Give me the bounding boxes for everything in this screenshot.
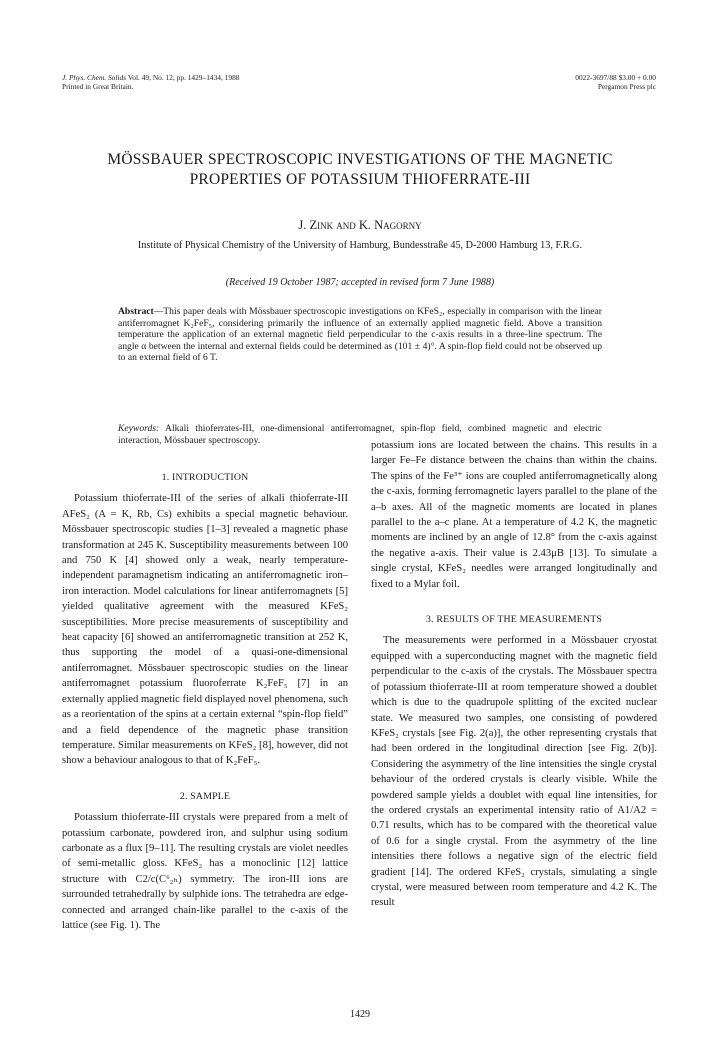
publisher: Pergamon Press plc xyxy=(597,82,656,91)
authors: J. Zink and K. Nagorny xyxy=(298,218,422,232)
paper-title: MÖSSBAUER SPECTROSCOPIC INVESTIGATIONS OF THE MAGNETIC PROPERTIES OF POTASSIUM THIOFERRATE-III xyxy=(107,151,613,188)
left-column xyxy=(62,470,348,933)
introduction-paragraph: Potassium thioferrate-III of the series of alkali thioferrate-III AFeS₂ (A = K, Rb, Cs) exhibits a special magnetic behaviour. Mössbauer spectroscopic studies [1–3] revealed a magnetic phase transformation at 245 K. Susceptibility measurements between 100 and 750 K [4] showed only a weak, nearly temperature-independent paramagnetism indicating an antiferromagnetic iron–iron interaction. Model calculations for linear antiferromagnets [5] yielded qualitative agreement with the measured KFeS₂ susceptibilities. More precise measurements of susceptibility and heat capacity [6] showed an antiferromagnetic transition at 252 K, thus supporting the model of a quasi-one-dimensional antiferromagnet. Mössbauer spectroscopic studies on the linear antiferromagnet potassium fluoroferrate K₂FeF₅ [7] in an externally applied magnetic field displayed novel phenomena, such as a reorientation of the spins at a certain external “spin-flop field” and a field dependence of the magnetic phase transition temperature. Similar measurements on KFeS₂ [8], however, did not show a behaviour analogous to that of K₂FeF₅. xyxy=(62,493,348,767)
section-heading-sample: 2. SAMPLE xyxy=(179,790,231,802)
right-column xyxy=(371,438,657,911)
abstract-label: Abstract xyxy=(118,306,154,317)
section-heading-introduction: 1. INTRODUCTION xyxy=(161,472,249,483)
received-dates: (Received 19 October 1987; accepted in revised form 7 June 1988) xyxy=(225,277,495,288)
journal-name: J. Phys. Chem. Solids xyxy=(62,73,127,82)
page-number: 1429 xyxy=(350,1009,370,1020)
sample-paragraph: Potassium thioferrate-III crystals were prepared from a melt of potassium carbonate, powdered iron, and sulphur using sodium carbonate as a flux [9–11]. The resulting crystals are violet needles of semi-metallic gloss. KFeS₂ has a monoclinic [12] lattice structure with C2/c(C⁶₂ₕ) symmetry. The iron-III ions are surrounded tetrahedrally by sulphide ions. The tetrahedra are edge-connected and arranged chain-like parallel to the c-axis of the lattice (see Fig. 1). The xyxy=(62,812,348,931)
keywords-text: Alkali thioferrates-III, one-dimensional antiferromagnet, spin-flop field, combined magnetic and electric interaction, Mössbauer spectroscopy. xyxy=(118,423,602,446)
results-paragraph: The measurements were performed in a Mössbauer cryostat equipped with a superconducting magnet with the magnetic field perpendicular to the c-axis of the crystals. The Mössbauer spectra of potassium thioferrate-III at room temperature showed a doublet which is due to the quadrupole splitting of the excited nuclear state. We measured two samples, one consisting of powdered KFeS₂ crystals [see Fig. 2(a)], the other representing crystals that had been ordered in the longitudinal direction [see Fig. 2(b)]. Considering the asymmetry of the line intensities the single crystal behaviour of the ordered crystals is clearly visible. While the powdered sample yields a doublet with equal line intensities, for the ordered crystals an experimental intensity ratio of A1/A2 = 0.71 results, which has to be compared with the theoretical value of 0.6 for a single crystal. From the asymmetry of the line intensities there follows a negative sign of the electric field gradient [14]. The ordered KFeS₂ crystals, simulating a single crystal, were measured between room temperature and 4.2 K. The result xyxy=(371,635,657,909)
journal-volume: Vol. 49, No. 12, pp. 1429–1434, 1988 xyxy=(127,73,240,82)
keywords-label: Keywords: xyxy=(118,423,160,434)
affiliation: Institute of Physical Chemistry of the University of Hamburg, Bundesstraße 45, D-2000 Hamburg 13, F.R.G. xyxy=(137,240,583,251)
abstract-text: —This paper deals with Mössbauer spectroscopic investigations on KFeS₂, especially in comparison with the linear antiferromagnet K₂FeF₅, considering primarily the influence of an externally applied magnetic field. Above a transition temperature the application of an external magnetic field perpendicular to the c-axis results in a three-line spectrum. The angle α between the internal and external fields could be determined as (101 ± 4)°. A spin-flop field could not be observed up to an external field of 6 T. xyxy=(118,306,602,363)
section-heading-results: 3. RESULTS OF THE MEASUREMENTS xyxy=(425,614,603,626)
running-header-right xyxy=(575,73,656,91)
sample-paragraph-continued: potassium ions are located between the chains. This results in a larger Fe–Fe distance between the chains than within the chains. The spins of the Fe³⁺ ions are coupled antiferromagnetically along the c-axis, forming ferromagnetic layers parallel to the plane of the a–b axes. All of the magnetic moments are located in planes parallel to the a–c plane. At a temperature of 4.2 K, the magnetic moments are inclined by an angle of 12.8° from the c-axis against the negative a-axis. Their value is 2.43μB [13]. To simulate a single crystal, KFeS₂ needles were arranged longitudinally and fixed to a Mylar foil. xyxy=(371,440,657,590)
article-code: 0022-3697/88 $3.00 + 0.00 xyxy=(575,73,656,82)
running-header-left xyxy=(62,73,239,91)
abstract xyxy=(118,306,602,364)
printed-note: Printed in Great Britain. xyxy=(62,82,134,91)
